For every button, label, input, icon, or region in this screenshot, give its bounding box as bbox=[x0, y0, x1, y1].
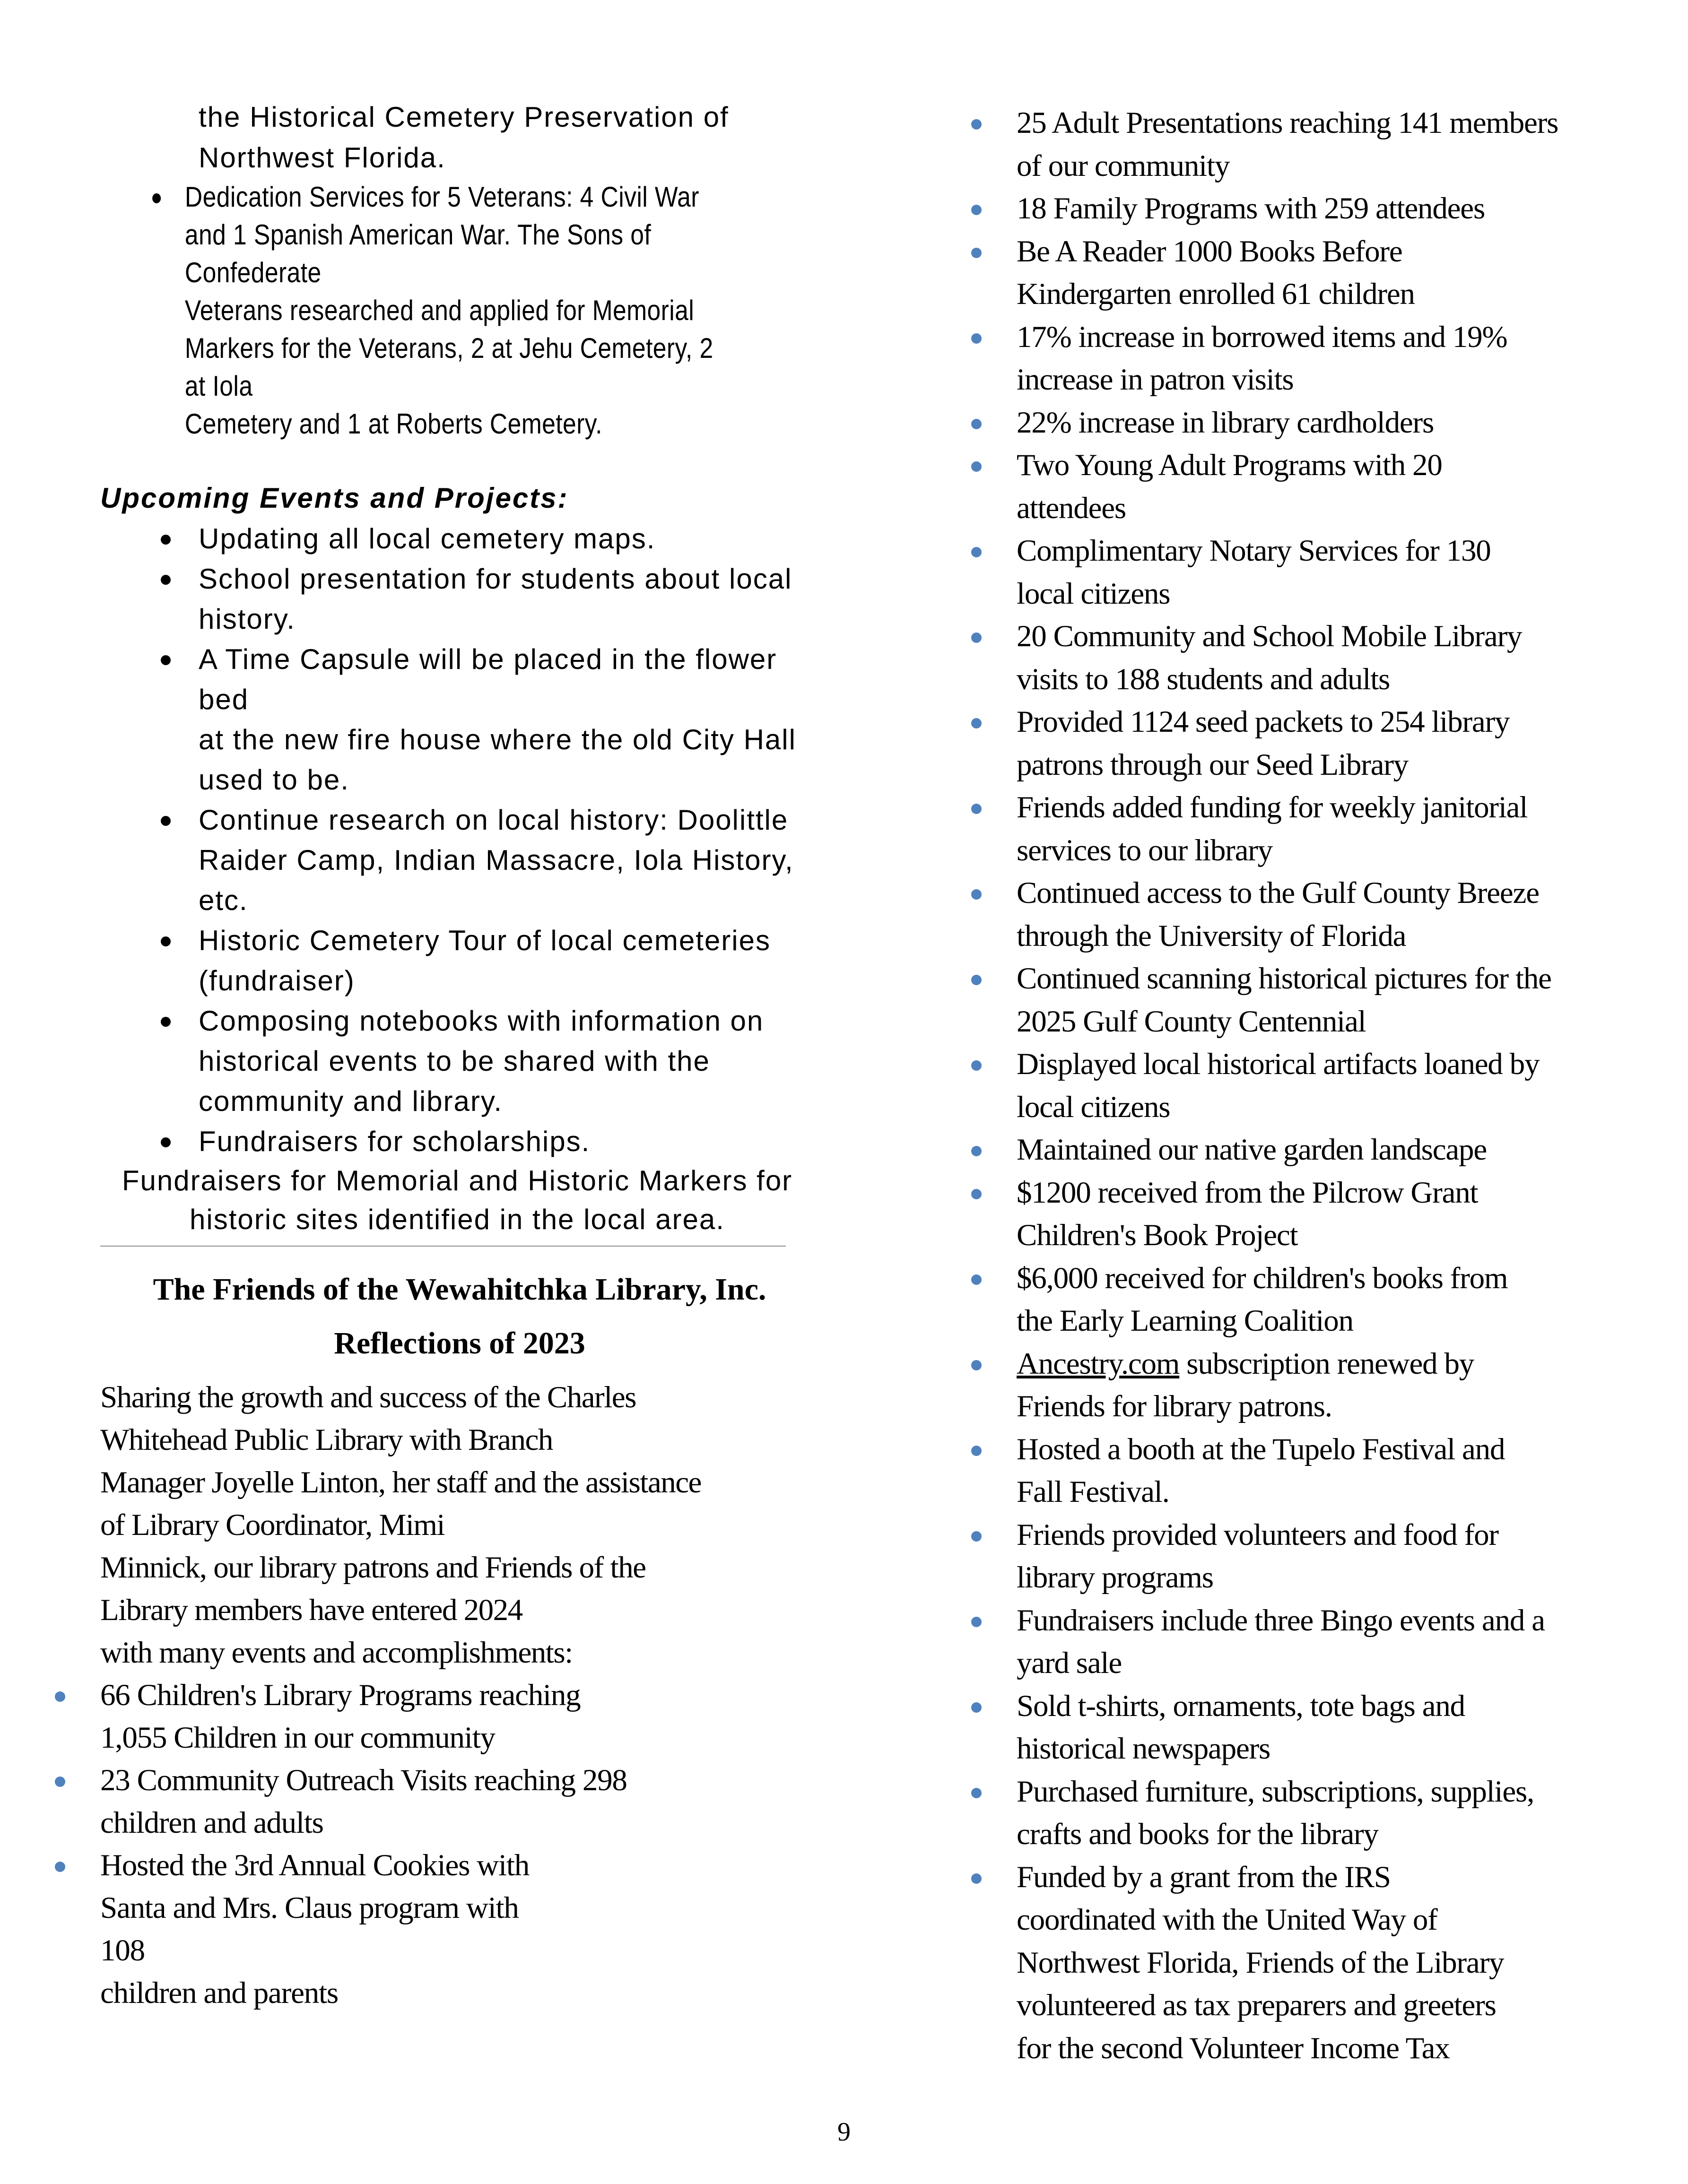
list-item-line: Friends for library patrons. bbox=[1017, 1389, 1332, 1423]
list-item bbox=[1017, 701, 1627, 786]
list-item-line: Funded by a grant from the IRS bbox=[1017, 1860, 1391, 1894]
list-item bbox=[1017, 187, 1627, 230]
list-item-line: Displayed local historical artifacts loaned by bbox=[1017, 1047, 1540, 1081]
list-item-line: historical newspapers bbox=[1017, 1732, 1270, 1766]
list-item bbox=[1017, 1856, 1627, 2070]
upcoming-heading: Upcoming Events and Projects: bbox=[100, 482, 569, 514]
accomplishments-list-continued bbox=[1017, 102, 1627, 2070]
list-item-line: services to our library bbox=[1017, 833, 1272, 867]
list-item bbox=[1017, 1257, 1627, 1343]
list-item-line: Fundraisers include three Bingo events and a bbox=[1017, 1603, 1545, 1638]
list-item-line: 66 Children's Library Programs reaching bbox=[100, 1678, 581, 1712]
list-item-line: Hosted the 3rd Annual Cookies with bbox=[100, 1848, 530, 1882]
list-item-line: Northwest Florida, Friends of the Library bbox=[1017, 1945, 1504, 1980]
list-item bbox=[1017, 1128, 1627, 1171]
list-item-line: Purchased furniture, subscriptions, supplies, bbox=[1017, 1774, 1534, 1809]
intro-line: Manager Joyelle Linton, her staff and the assistance bbox=[100, 1465, 701, 1499]
list-item bbox=[1017, 1599, 1627, 1685]
list-item-line: community and library. bbox=[199, 1085, 503, 1117]
accomplishments-list bbox=[100, 1674, 828, 2014]
list-item bbox=[100, 1001, 828, 1121]
list-item-line: yard sale bbox=[1017, 1646, 1122, 1680]
list-item-line: patrons through our Seed Library bbox=[1017, 747, 1409, 782]
list-item-line: Provided 1124 seed packets to 254 library bbox=[1017, 705, 1510, 739]
list-item bbox=[1017, 1171, 1627, 1257]
list-item bbox=[1017, 316, 1627, 401]
list-item-line: visits to 188 students and adults bbox=[1017, 662, 1390, 696]
list-item-line: local citizens bbox=[1017, 1090, 1170, 1124]
list-item-line: increase in patron visits bbox=[1017, 363, 1294, 397]
list-item-line: Raider Camp, Indian Massacre, Iola History, bbox=[199, 844, 794, 876]
list-item bbox=[1017, 401, 1627, 444]
intro-line: Library members have entered 2024 bbox=[100, 1593, 522, 1627]
list-item-line: history. bbox=[199, 603, 296, 635]
list-item-line: coordinated with the United Way of bbox=[1017, 1903, 1437, 1937]
list-item bbox=[1017, 1343, 1627, 1428]
list-item-line: Kindergarten enrolled 61 children bbox=[1017, 277, 1415, 311]
intro-paragraph bbox=[100, 1376, 828, 1674]
list-item-line: 108 bbox=[100, 1933, 145, 1967]
list-item bbox=[1017, 1043, 1627, 1128]
list-item-line: 25 Adult Presentations reaching 141 members bbox=[1017, 106, 1558, 140]
list-item-line: children and adults bbox=[100, 1806, 323, 1840]
list-item-line: library programs bbox=[1017, 1560, 1213, 1595]
list-item-line: Two Young Adult Programs with 20 bbox=[1017, 448, 1442, 482]
list-item bbox=[1017, 872, 1627, 957]
list-item bbox=[1017, 529, 1627, 615]
list-item-line: Historic Cemetery Tour of local cemeteries bbox=[199, 925, 771, 956]
list-item bbox=[100, 1674, 828, 1759]
right-column bbox=[1017, 102, 1627, 2070]
list-item-line: 1,055 Children in our community bbox=[100, 1721, 495, 1755]
list-item-line: at the new fire house where the old City Hall bbox=[199, 724, 796, 755]
list-item bbox=[1017, 1770, 1627, 1856]
left-column bbox=[100, 97, 828, 2014]
list-item-line: School presentation for students about local bbox=[199, 563, 792, 595]
list-item-line: Children's Book Project bbox=[1017, 1218, 1298, 1252]
list-item-line: Continued scanning historical pictures for the bbox=[1017, 962, 1551, 996]
list-item-line: 22% increase in library cardholders bbox=[1017, 405, 1434, 440]
list-item bbox=[1017, 102, 1627, 187]
list-item-line: children and parents bbox=[100, 1976, 339, 2010]
list-item bbox=[1017, 615, 1627, 701]
list-item-line: attendees bbox=[1017, 491, 1126, 525]
friends-title: The Friends of the Wewahitchka Library, Inc. bbox=[153, 1272, 766, 1307]
list-item-line: local citizens bbox=[1017, 576, 1170, 611]
list-item-line: crafts and books for the library bbox=[1017, 1817, 1378, 1851]
list-item-line: (fundraiser) bbox=[199, 965, 355, 997]
list-item-line: Updating all local cemetery maps. bbox=[199, 523, 656, 555]
list-item-line: historical events to be shared with the bbox=[199, 1045, 710, 1077]
intro-line: Sharing the growth and success of the Charles bbox=[100, 1380, 636, 1414]
list-item-line: 18 Family Programs with 259 attendees bbox=[1017, 191, 1485, 225]
list-item-line: used to be. bbox=[199, 764, 349, 796]
reflections-title: Reflections of 2023 bbox=[334, 1326, 585, 1361]
list-item-line: through the University of Florida bbox=[1017, 919, 1406, 953]
list-item-line: Continue research on local history: Doolittle bbox=[199, 804, 789, 836]
list-item-line: for the second Volunteer Income Tax bbox=[1017, 2031, 1450, 2065]
list-item-line: Sold t-shirts, ornaments, tote bags and bbox=[1017, 1689, 1465, 1723]
list-item-line: Santa and Mrs. Claus program with bbox=[100, 1891, 519, 1925]
list-item bbox=[1017, 957, 1627, 1043]
list-item-line: the Early Learning Coalition bbox=[1017, 1304, 1353, 1338]
list-item bbox=[100, 559, 828, 639]
list-item bbox=[1017, 1428, 1627, 1514]
list-item-line: Continued access to the Gulf County Breeze bbox=[1017, 876, 1539, 910]
markers-note: Fundraisers for Memorial and Historic Markers for historic sites identified in the local area. bbox=[122, 1165, 793, 1235]
list-item-line: Maintained our native garden landscape bbox=[1017, 1133, 1487, 1167]
list-item-line: Fall Festival. bbox=[1017, 1475, 1169, 1509]
list-item-line: volunteered as tax preparers and greeters bbox=[1017, 1988, 1496, 2022]
list-item bbox=[100, 920, 828, 1001]
continued-text: the Historical Cemetery Preservation of Northwest Florida. bbox=[199, 101, 729, 173]
list-item-line: 2025 Gulf County Centennial bbox=[1017, 1004, 1366, 1039]
upcoming-list bbox=[100, 519, 828, 1161]
list-item-line: Be A Reader 1000 Books Before bbox=[1017, 234, 1402, 269]
intro-line: Minnick, our library patrons and Friends of the bbox=[100, 1551, 646, 1585]
intro-line: of Library Coordinator, Mimi bbox=[100, 1508, 445, 1542]
list-item-line: 17% increase in borrowed items and 19% bbox=[1017, 320, 1507, 354]
list-item bbox=[100, 1759, 828, 1844]
list-item-line: Fundraisers for scholarships. bbox=[199, 1126, 591, 1157]
list-item-line: Hosted a booth at the Tupelo Festival and bbox=[1017, 1432, 1505, 1466]
list-item bbox=[1017, 1514, 1627, 1599]
list-item-line: Composing notebooks with information on bbox=[199, 1005, 764, 1037]
list-item-line: Friends provided volunteers and food for bbox=[1017, 1517, 1498, 1552]
list-item-line: 23 Community Outreach Visits reaching 298 bbox=[100, 1763, 627, 1797]
list-item-line: $1200 received from the Pilcrow Grant bbox=[1017, 1175, 1478, 1210]
list-item bbox=[1017, 786, 1627, 872]
list-item bbox=[100, 1844, 828, 2014]
list-item-line: A Time Capsule will be placed in the flower bed bbox=[199, 643, 777, 715]
list-item-line: 20 Community and School Mobile Library bbox=[1017, 619, 1522, 653]
list-item-line: etc. bbox=[199, 884, 248, 916]
list-item-line: of our community bbox=[1017, 148, 1230, 183]
veterans-dedication-item: Dedication Services for 5 Veterans: 4 Civil War and 1 Spanish American War. The Sons of Confederate Veterans researched and applied for Memorial Markers for the Veterans, 2 at Jehu Cemetery, 2 at Iola Cemetery and 1 at Roberts Cemetery. bbox=[100, 178, 924, 443]
list-item-line: $6,000 received for children's books from bbox=[1017, 1261, 1508, 1295]
list-item bbox=[1017, 1685, 1627, 1770]
intro-line: Whitehead Public Library with Branch bbox=[100, 1423, 553, 1457]
list-item-line: Complimentary Notary Services for 130 bbox=[1017, 534, 1491, 568]
list-item bbox=[100, 1121, 828, 1161]
list-item bbox=[1017, 230, 1627, 316]
list-item-line: Ancestry.com subscription renewed by bbox=[1017, 1346, 1474, 1381]
intro-line: with many events and accomplishments: bbox=[100, 1636, 573, 1670]
page-number: 9 bbox=[837, 2117, 851, 2147]
list-item bbox=[1017, 444, 1627, 529]
list-item bbox=[100, 800, 828, 920]
section-divider bbox=[100, 1246, 786, 1247]
list-item-line: Friends added funding for weekly janitorial bbox=[1017, 790, 1528, 824]
list-item bbox=[100, 519, 828, 559]
list-item bbox=[100, 639, 828, 800]
ancestry-link[interactable]: Ancestry.com bbox=[1017, 1346, 1180, 1381]
